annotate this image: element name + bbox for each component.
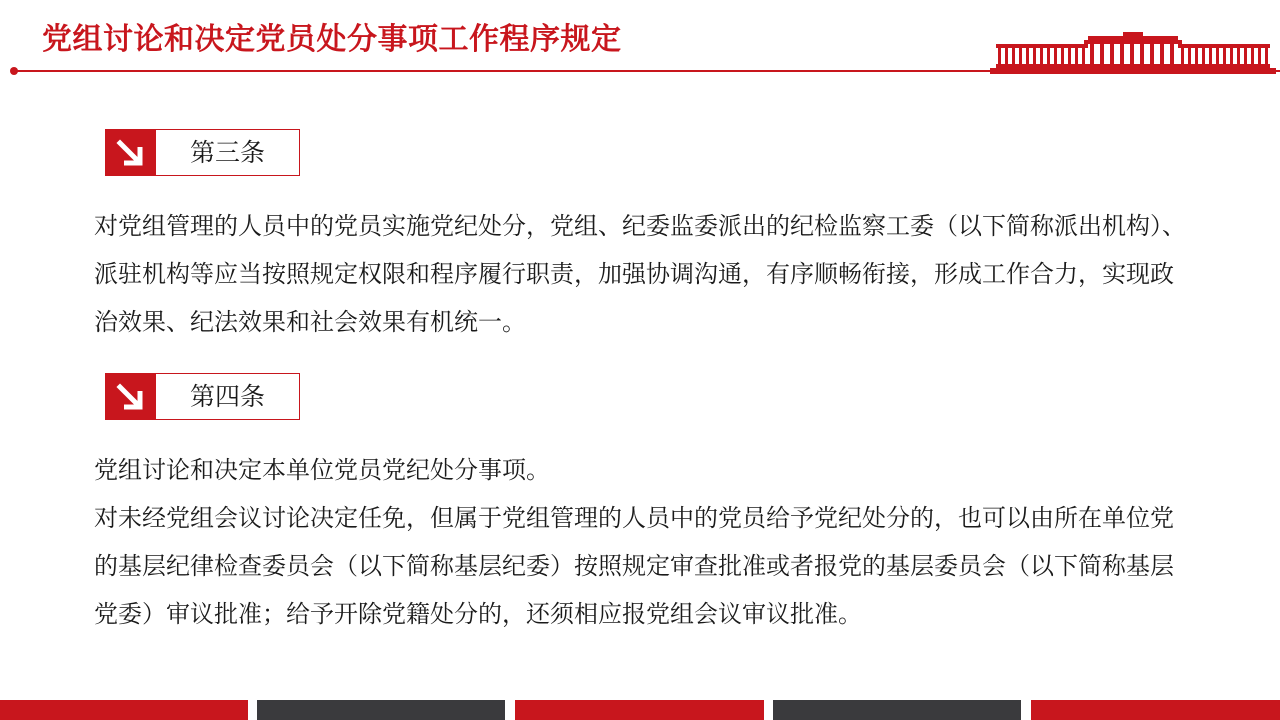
- arrow-down-right-icon: [116, 139, 144, 167]
- section-arrow-box: [105, 129, 155, 176]
- footer-bar-red: [515, 700, 764, 720]
- section-3-paragraph: 对党组管理的人员中的党员实施党纪处分，党组、纪委监委派出的纪检监察工委（以下简称派出机构）、派驻机构等应当按照规定权限和程序履行职责，加强协调沟通，有序顺畅衔接，形成工作合力，实现政治效果、纪法效果和社会效果有机统一。: [94, 212, 1186, 336]
- footer-bar-dark: [257, 700, 505, 720]
- page-title: 党组讨论和决定党员处分事项工作程序规定: [42, 22, 622, 57]
- section-heading-3: [105, 129, 300, 176]
- footer-bars: [0, 700, 1280, 720]
- building-icon: [990, 32, 1276, 74]
- section-heading-4: [105, 373, 300, 420]
- footer-bar-red: [0, 700, 248, 720]
- section-heading-label: 第四条: [155, 373, 300, 420]
- section-4-paragraph-2: 对未经党组会议讨论决定任免，但属于党组管理的人员中的党员给予党纪处分的，也可以由所在单位党的基层纪律检查委员会（以下简称基层纪委）按照规定审查批准或者报党的基层委员会（以下简称基层党委）审议批准；给予开除党籍处分的，还须相应报党组会议审议批准。: [94, 504, 1174, 628]
- footer-bar-red: [1031, 700, 1280, 720]
- section-arrow-box: [105, 373, 155, 420]
- section-4-paragraph-1: 党组讨论和决定本单位党员党纪处分事项。: [94, 456, 550, 484]
- section-heading-label: 第三条: [155, 129, 300, 176]
- arrow-down-right-icon: [116, 383, 144, 411]
- footer-bar-dark: [773, 700, 1021, 720]
